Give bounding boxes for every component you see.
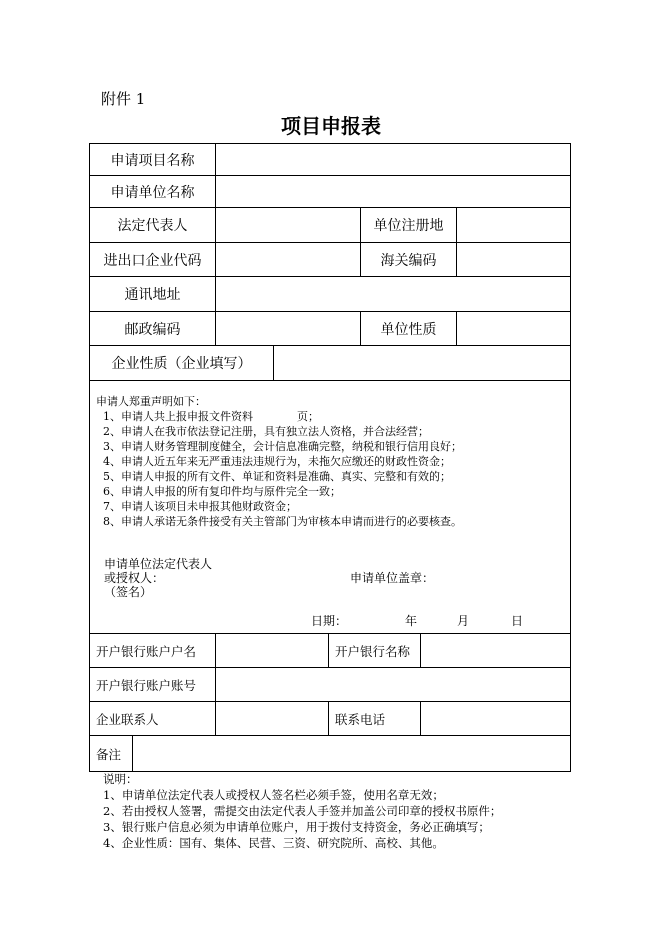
applicant-name-field[interactable] — [216, 176, 570, 207]
bank-name-field[interactable] — [421, 634, 570, 667]
postal-code-label: 邮政编码 — [124, 321, 181, 338]
signer-label-line1: 申请单位法定代表人 — [104, 557, 213, 571]
customs-code-field[interactable] — [457, 243, 570, 276]
phone-label: 联系电话 — [335, 711, 386, 727]
declaration-item: 7、申请人该项目未申报其他财政资金； — [103, 500, 297, 513]
legal-rep-field[interactable] — [216, 208, 360, 242]
date-day: 日 — [511, 614, 524, 628]
date-label: 日期： — [311, 614, 348, 628]
remarks-field[interactable] — [133, 736, 570, 771]
declaration-item: 2、申请人在我市依法登记注册，具有独立法人资格，并合法经营； — [103, 425, 429, 438]
page-title: 项目申报表 — [281, 114, 381, 138]
note-item: 2、若由授权人签署，需提交由法定代表人手签并加盖公司印章的授权书原件； — [103, 804, 502, 818]
customs-code-label: 海关编码 — [380, 252, 437, 269]
unit-nature-label: 单位性质 — [380, 321, 437, 338]
seal-label: 申请单位盖章： — [350, 571, 435, 585]
project-name-field[interactable] — [216, 144, 570, 175]
project-name-label: 申请项目名称 — [110, 152, 195, 169]
bank-name-label: 开户银行名称 — [335, 643, 411, 659]
unit-nature-field[interactable] — [457, 312, 570, 345]
contact-person-label: 企业联系人 — [96, 711, 159, 727]
enterprise-nature-label: 企业性质（企业填写） — [111, 356, 252, 372]
declaration-item: 5、申请人申报的所有文件、单证和资料是准确、真实、完整和有效的； — [103, 470, 451, 483]
applicant-name-label: 申请单位名称 — [110, 184, 195, 201]
notes-heading: 说明： — [103, 772, 138, 786]
remarks-label: 备注 — [96, 746, 122, 762]
reg-place-label: 单位注册地 — [373, 218, 444, 234]
table-border-right — [570, 143, 571, 772]
declaration-item: 6、申请人申报的所有复印件均与原件完全一致； — [103, 485, 341, 498]
date-month: 月 — [457, 614, 470, 628]
declaration-item: 8、申请人承诺无条件接受有关主管部门为审核本申请而进行的必要核查。 — [103, 515, 462, 528]
address-field[interactable] — [216, 277, 570, 311]
table-border-bottom — [89, 771, 571, 772]
note-item: 4、企业性质：国有、集体、民营、三资、研究院所、高校、其他。 — [103, 836, 444, 850]
ie-code-field[interactable] — [216, 243, 360, 276]
signer-label-line3: （签名） — [104, 585, 153, 599]
note-item: 1、申请单位法定代表人或授权人签名栏必须手签，使用名章无效； — [103, 788, 444, 802]
account-number-field[interactable] — [216, 668, 570, 701]
account-number-label: 开户银行账户账号 — [96, 677, 197, 693]
date-year: 年 — [405, 614, 418, 628]
phone-field[interactable] — [421, 702, 570, 735]
declaration-item: 3、申请人财务管理制度健全，会计信息准确完整，纳税和银行信用良好； — [103, 440, 462, 453]
legal-rep-label: 法定代表人 — [117, 218, 188, 234]
account-name-label: 开户银行账户户名 — [96, 643, 197, 659]
postal-code-field[interactable] — [216, 312, 360, 345]
address-label: 通讯地址 — [124, 287, 181, 303]
declaration-item: 4、申请人近五年来无严重违法违规行为，未拖欠应缴还的财政性资金； — [103, 455, 451, 468]
note-item: 3、银行账户信息必须为申请单位账户，用于拨付支持资金，务必正确填写； — [103, 820, 490, 834]
signer-label-line2: 或授权人： — [104, 571, 165, 585]
declaration-intro: 申请人郑重声明如下： — [96, 395, 206, 408]
contact-person-field[interactable] — [216, 702, 328, 735]
row-divider — [89, 380, 571, 381]
declaration-item: 1、申请人共上报申报文件资料 页； — [103, 410, 319, 423]
account-name-field[interactable] — [216, 634, 328, 667]
ie-code-label: 进出口企业代码 — [103, 252, 202, 269]
reg-place-field[interactable] — [457, 208, 570, 242]
attachment-label: 附件 1 — [101, 90, 146, 108]
enterprise-nature-field[interactable] — [274, 346, 570, 380]
